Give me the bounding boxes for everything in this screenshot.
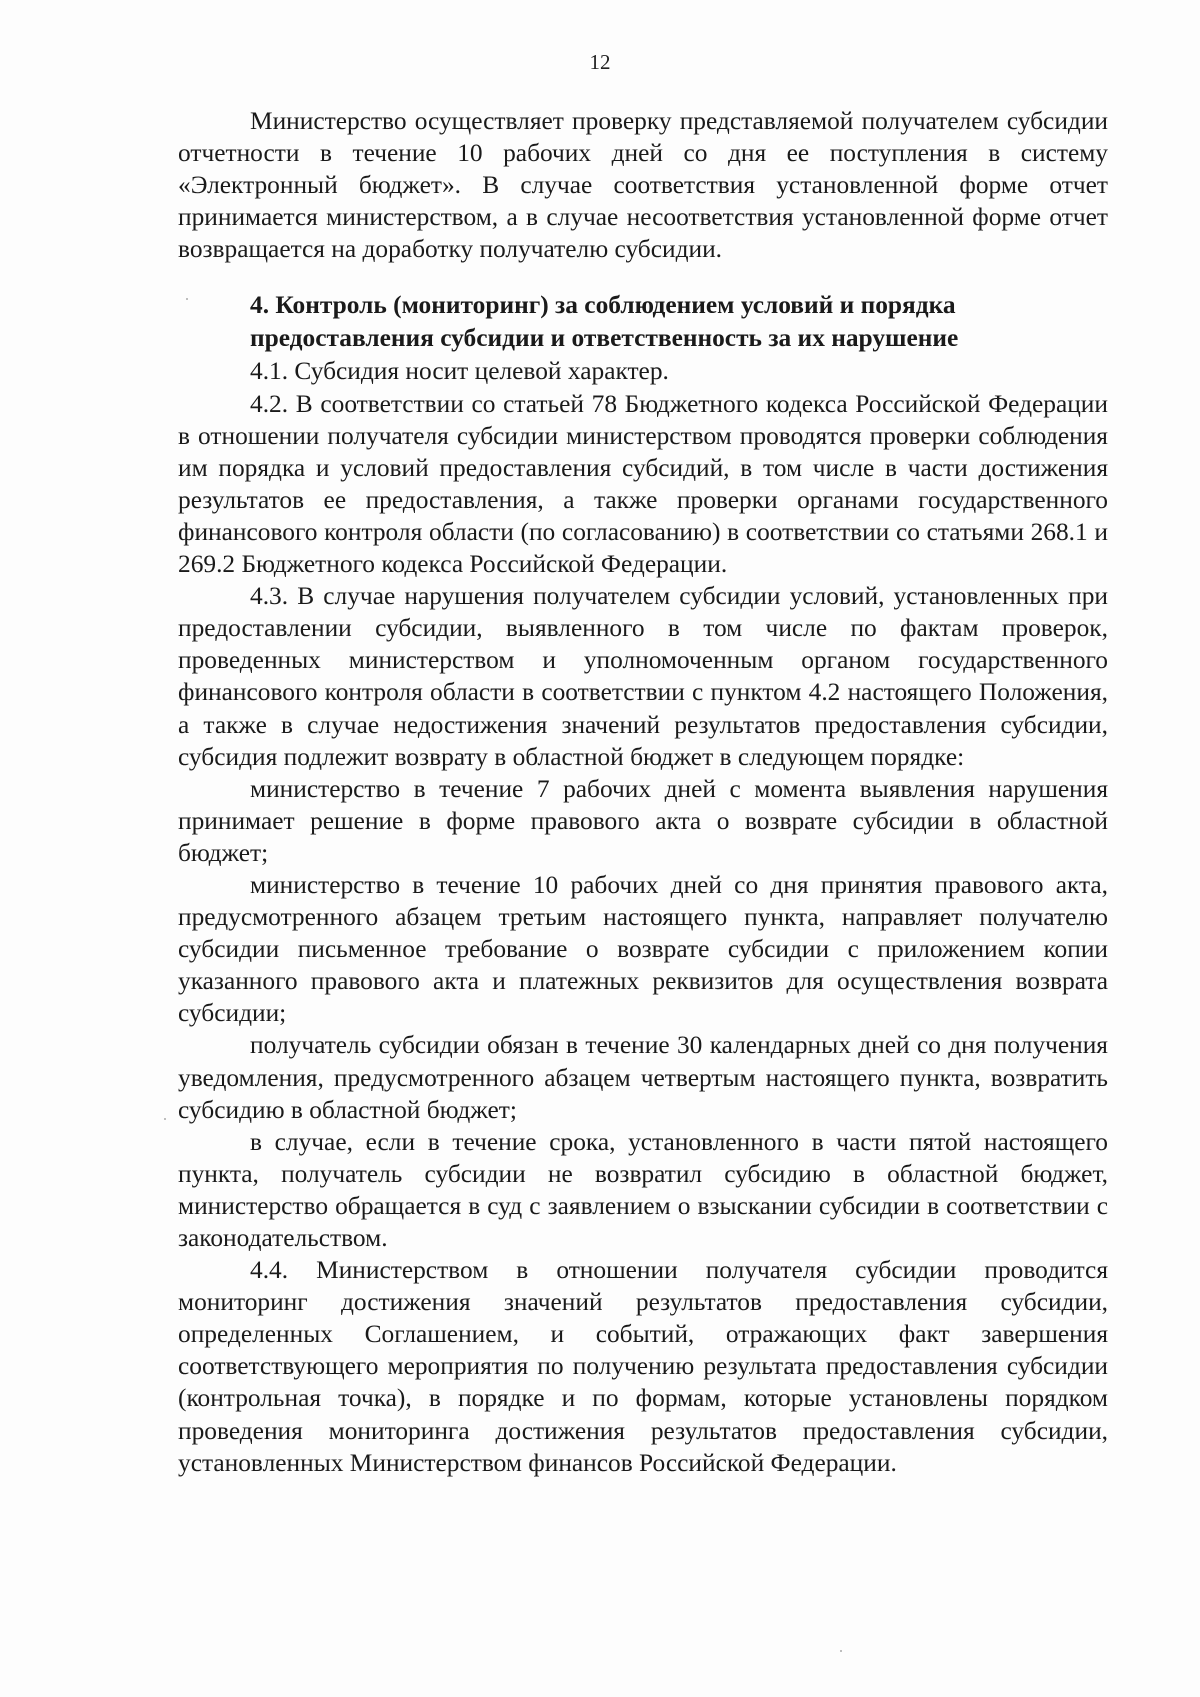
document-body <box>178 105 1108 1479</box>
intro-paragraph: Министерство осуществляет проверку представляемой получателем субсидии отчетности в течение 10 рабочих дней со дня ее поступления в систему «Электронный бюджет». В случае соответствия установленной форме отчет принимается министерством, а в случае несоответствия установленной форме отчет возвращается на доработку получателю субсидии. <box>178 107 1108 264</box>
scan-speck <box>186 298 188 300</box>
paragraph-4-2: 4.2. В соответствии со статьей 78 Бюджетного кодекса Российской Федерации в отношении получателя субсидии министерством проводятся проверки соблюдения им порядка и условий предоставления субсидий, в том числе в части достижения результатов ее предоставления, а также проверки органами государственного финансового контроля области (по согласованию) в соответствии со статьями 268.1 и 269.2 Бюджетного кодекса Российской Федерации. <box>178 389 1108 579</box>
paragraph-4-3-step-3: получатель субсидии обязан в течение 30 календарных дней со дня получения уведомления, предусмотренного абзацем четвертым настоящего пункта, возвратить субсидию в областной бюджет; <box>178 1031 1108 1124</box>
paragraph-4-3-step-2: министерство в течение 10 рабочих дней со дня принятия правового акта, предусмотренного абзацем третьим настоящего пункта, направляет получателю субсидии письменное требование о возврате субсидии с приложением копии указанного правового акта и платежных реквизитов для осуществления возврата субсидии; <box>178 870 1108 1028</box>
paragraph-4-3: 4.3. В случае нарушения получателем субсидии условий, установленных при предоставлении субсидии, выявленного в том числе по фактам проверок, проведенных министерством и уполномоченным органом государственного финансового контроля области в соответствии с пунктом 4.2 настоящего Положения, а также в случае недостижения значений результатов предоставления субсидии, субсидия подлежит возврату в областной бюджет в следующем порядке: <box>178 582 1108 771</box>
scan-speck <box>840 1650 842 1652</box>
scan-speck <box>164 1118 166 1120</box>
paragraph-4-1: 4.1. Субсидия носит целевой характер. <box>250 357 669 386</box>
paragraph-4-3-step-1: министерство в течение 7 рабочих дней с момента выявления нарушения принимает решение в форме правового акта о возврате субсидии в областной бюджет; <box>178 774 1108 867</box>
page-number: 12 <box>589 50 611 74</box>
paragraph-4-3-step-4: в случае, если в течение срока, установленного в части пятой настоящего пункта, получатель субсидии не возвратил субсидию в областной бюджет, министерство обращается в суд с заявлением о взыскании субсидии в соответствии с законодательством. <box>178 1127 1108 1252</box>
paragraph-4-4: 4.4. Министерством в отношении получателя субсидии проводится мониторинг достижения значений результатов предоставления субсидии, определенных Соглашением, и событий, отражающих факт завершения соответствующего мероприятия по получению результата предоставления субсидии (контрольная точка), в порядке и по формам, которые установлены порядком проведения мониторинга достижения результатов предоставления субсидии, установленных Министерством финансов Российской Федерации. <box>178 1256 1108 1477</box>
section-heading: 4. Контроль (мониторинг) за соблюдением условий и порядка предоставления субсидии и ответственность за их нарушение <box>250 291 959 353</box>
